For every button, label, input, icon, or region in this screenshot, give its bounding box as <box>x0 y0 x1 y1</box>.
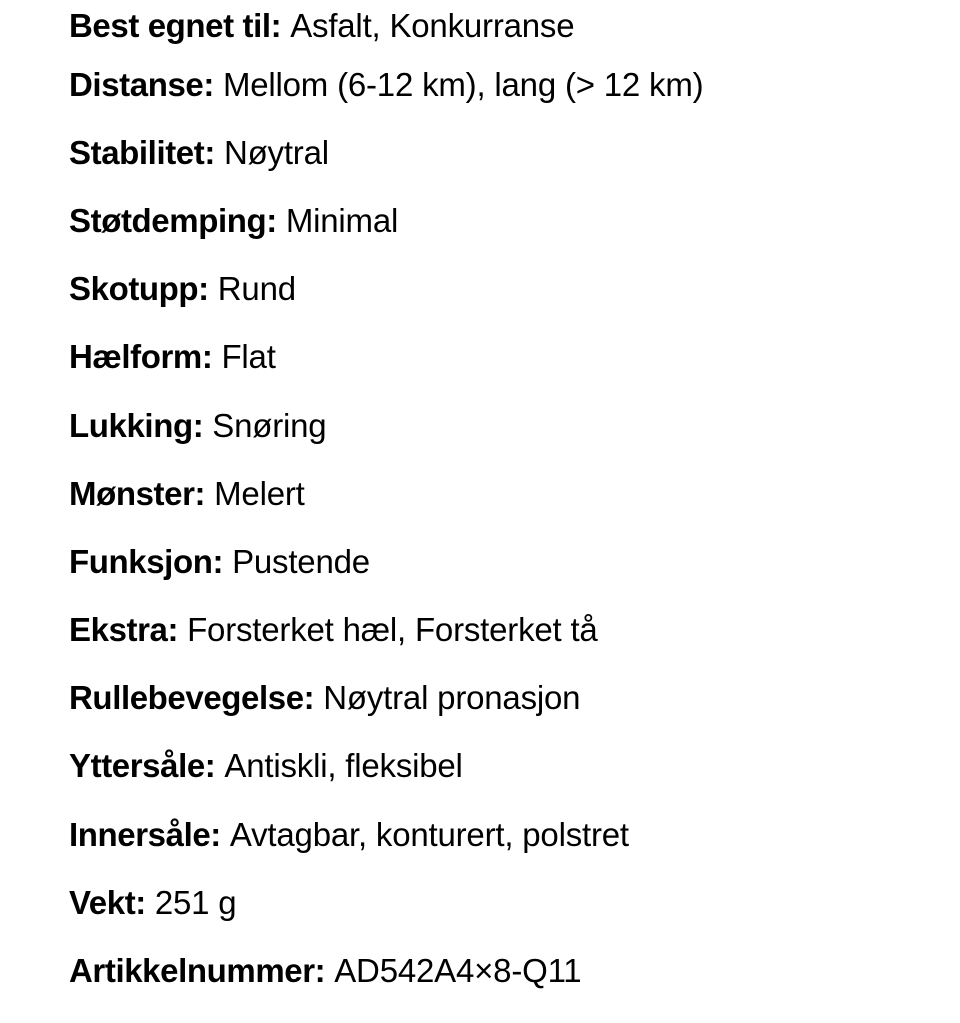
spec-row-extra <box>69 596 703 664</box>
spec-label: Støtdemping: <box>69 201 277 239</box>
spec-row-outsole <box>69 732 703 800</box>
spec-label: Stabilitet: <box>69 133 215 171</box>
spec-row-closure <box>69 391 703 459</box>
spec-label: Innersåle: <box>69 815 221 853</box>
spec-row-cushioning <box>69 186 703 254</box>
spec-value: Mellom (6-12 km), lang (> 12 km) <box>222 65 704 103</box>
spec-row-toe-shape <box>69 255 703 323</box>
spec-value: Snøring <box>212 406 327 444</box>
spec-row-pattern <box>69 459 703 527</box>
spec-row-stability <box>69 118 703 186</box>
spec-label: Vekt: <box>69 883 146 921</box>
spec-value: Melert <box>214 474 305 512</box>
spec-row-best-suited-for <box>69 0 703 50</box>
spec-label: Mønster: <box>69 474 206 512</box>
spec-label: Artikkelnummer: <box>69 952 326 990</box>
spec-label: Ekstra: <box>69 611 179 649</box>
spec-row-weight <box>69 868 703 936</box>
spec-value: Forsterket hæl, Forsterket tå <box>187 611 598 649</box>
spec-value: AD542A4×8-Q11 <box>334 952 582 990</box>
spec-value: Nøytral <box>223 133 329 171</box>
spec-value: 251 g <box>154 883 237 921</box>
spec-row-article-number <box>69 936 703 1004</box>
spec-row-pronation <box>69 664 703 732</box>
spec-row-heel-shape <box>69 323 703 391</box>
spec-value: Nøytral pronasjon <box>323 679 581 717</box>
product-spec-list <box>69 0 703 1005</box>
spec-value: Asfalt, Konkurranse <box>290 6 575 44</box>
spec-value: Rund <box>217 270 296 308</box>
spec-row-distance <box>69 50 703 118</box>
spec-value: Antiskli, fleksibel <box>224 747 463 785</box>
spec-row-insole <box>69 800 703 868</box>
spec-label: Hælform: <box>69 338 213 376</box>
spec-label: Rullebevegelse: <box>69 679 315 717</box>
spec-value: Flat <box>221 338 276 376</box>
spec-label: Funksjon: <box>69 542 224 580</box>
spec-value: Pustende <box>232 542 370 580</box>
spec-label: Lukking: <box>69 406 204 444</box>
spec-label: Best egnet til: <box>69 6 282 44</box>
spec-label: Yttersåle: <box>69 747 216 785</box>
spec-value: Avtagbar, konturert, polstret <box>229 815 629 853</box>
spec-value: Minimal <box>285 201 399 239</box>
spec-label: Skotupp: <box>69 270 209 308</box>
spec-row-function <box>69 527 703 595</box>
spec-label: Distanse: <box>69 65 214 103</box>
